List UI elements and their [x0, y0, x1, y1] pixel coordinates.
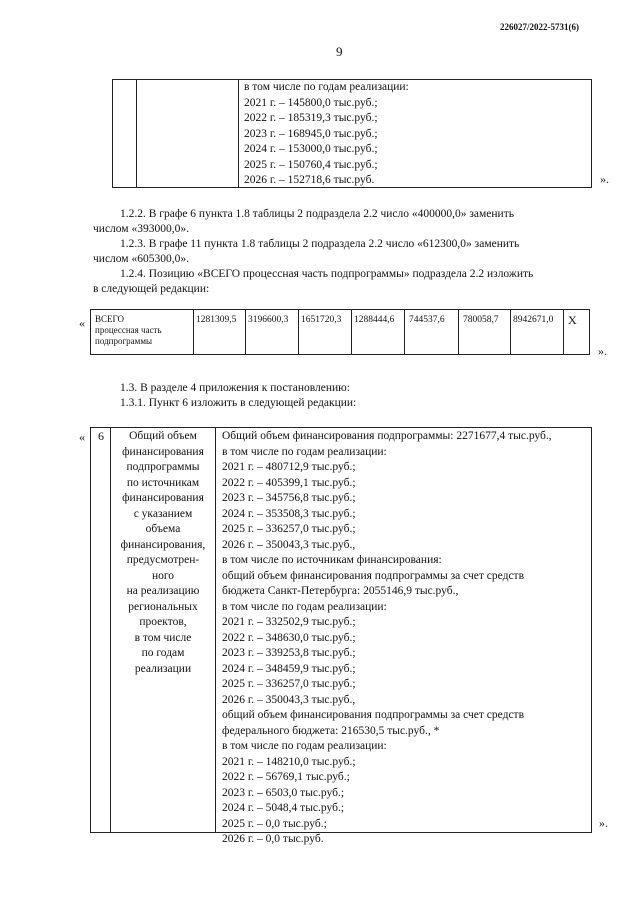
description-line: проектов,	[139, 616, 187, 628]
funding-line: 2021 г. – 480712,9 тыс.руб.;	[222, 461, 356, 473]
value-cell: 780058,7	[463, 315, 499, 325]
funding-line: федерального бюджета: 216530,5 тыс.руб., *	[222, 724, 440, 737]
paragraph-1-2-2-cont: числом «393000,0».	[93, 223, 189, 235]
funding-line: 2025 г. – 0,0 тыс.руб.;	[222, 817, 327, 830]
closing-quote: ».	[599, 816, 608, 830]
funding-line: 2022 г. – 185319,3 тыс.руб.;	[244, 112, 378, 124]
funding-line: бюджета Санкт-Петербурга: 2055146,9 тыс.руб.,	[222, 585, 459, 597]
description-line: с указанием	[133, 507, 193, 520]
funding-line: 2023 г. – 339253,8 тыс.руб.;	[222, 647, 356, 659]
description-line: объема	[145, 523, 181, 535]
value-cell-x: Х	[568, 313, 577, 327]
description-line: финансирования	[122, 445, 204, 458]
paragraph-1-3: 1.3. В разделе 4 приложения к постановлению:	[120, 382, 350, 394]
funding-line: 2023 г. – 168945,0 тыс.руб.;	[244, 127, 378, 140]
description-line: Общий объем	[129, 430, 197, 442]
funding-line: 2026 г. – 152718,6 тыс.руб.	[244, 174, 375, 186]
funding-line: 2026 г. – 350043,3 тыс.руб.,	[222, 538, 356, 551]
funding-line: 2025 г. – 150760,4 тыс.руб.;	[244, 158, 378, 171]
row-number: 6	[98, 429, 104, 443]
closing-quote: ».	[598, 344, 607, 358]
description-line: предусмотрен-	[126, 554, 200, 566]
funding-line: Общий объем финансирования подпрограммы: 2271677,4 тыс.руб.,	[222, 430, 552, 442]
funding-line: 2021 г. – 148210,0 тыс.руб.;	[222, 755, 356, 768]
description-line: подпрограммы	[126, 461, 200, 473]
value-cell: 744537,6	[409, 315, 445, 325]
funding-line: общий объем финансирования подпрограммы за счет средств	[222, 569, 524, 582]
description-line: региональных	[128, 600, 198, 613]
item-description	[112, 429, 214, 677]
document-id: 226027/2022-5731(6)	[500, 22, 579, 32]
funding-line: 2024 г. – 348459,9 тыс.руб.;	[222, 662, 356, 675]
funding-line: 2025 г. – 336257,0 тыс.руб.;	[222, 678, 356, 690]
value-cell: 1288444,6	[354, 315, 395, 325]
value-cell: 1281309,5	[196, 315, 237, 325]
funding-by-year-list	[244, 80, 409, 189]
paragraph-1-3-1: 1.3.1. Пункт 6 изложить в следующей редакции:	[120, 397, 357, 409]
total-row-label	[95, 314, 162, 347]
funding-line: 2021 г. – 332502,9 тыс.руб.;	[222, 616, 356, 628]
label-line: подпрограммы	[95, 336, 153, 346]
funding-line: 2021 г. – 145800,0 тыс.руб.;	[244, 96, 378, 109]
funding-details	[222, 429, 552, 848]
paragraph-1-2-4: 1.2.4. Позицию «ВСЕГО процессная часть подпрограммы» подраздела 2.2 изложить	[120, 268, 534, 280]
funding-line: 2024 г. – 353508,3 тыс.руб.;	[222, 507, 356, 520]
page-number: 9	[336, 44, 343, 59]
value-cell: 1651720,3	[301, 315, 342, 325]
funding-line: в том числе по годам реализации:	[222, 740, 387, 752]
description-line: финансирования,	[120, 538, 206, 551]
funding-line: 2023 г. – 345756,8 тыс.руб.;	[222, 492, 356, 504]
funding-line: в том числе по годам реализации:	[244, 81, 409, 93]
opening-quote: «	[79, 316, 85, 330]
value-cell: 3196600,3	[248, 315, 289, 325]
description-line: по годам	[141, 647, 185, 659]
funding-line: 2022 г. – 56769,1 тыс.руб.;	[222, 771, 350, 783]
paragraph-1-2-3: 1.2.3. В графе 11 пункта 1.8 таблицы 2 подраздела 2.2 число «612300,0» заменить	[120, 238, 520, 250]
value-cell: 8942671,0	[513, 315, 554, 325]
label-line: ВСЕГО	[95, 314, 124, 324]
description-line: на реализацию	[126, 585, 200, 597]
description-line: реализации	[134, 662, 192, 675]
paragraph-1-2-4-cont: в следующей редакции:	[93, 283, 210, 295]
paragraph-1-2-2: 1.2.2. В графе 6 пункта 1.8 таблицы 2 подраздела 2.2 число «400000,0» заменить	[120, 208, 514, 220]
funding-line: 2022 г. – 348630,0 тыс.руб.;	[222, 631, 356, 644]
funding-line: 2023 г. – 6503,0 тыс.руб.;	[222, 786, 345, 799]
closing-quote: ».	[600, 172, 609, 186]
description-line: по источникам	[126, 476, 200, 489]
funding-line: 2024 г. – 5048,4 тыс.руб.;	[222, 802, 345, 814]
funding-line: в том числе по источникам финансирования:	[222, 554, 442, 566]
description-line: финансирования	[122, 492, 204, 504]
funding-line: общий объем финансирования подпрограммы за счет средств	[222, 709, 524, 721]
paragraph-1-2-3-cont: числом «605300,0».	[93, 253, 189, 265]
funding-line: 2022 г. – 405399,1 тыс.руб.;	[222, 476, 356, 489]
funding-line: 2024 г. – 153000,0 тыс.руб.;	[244, 143, 378, 155]
funding-line: в том числе по годам реализации:	[222, 445, 387, 458]
funding-line: 2026 г. – 0,0 тыс.руб.	[222, 833, 324, 845]
funding-line: в том числе по годам реализации:	[222, 600, 387, 613]
description-line: в том числе	[134, 631, 192, 644]
opening-quote: «	[79, 430, 85, 444]
funding-line: 2026 г. – 350043,3 тыс.руб.,	[222, 693, 356, 706]
label-line: процессная часть	[95, 325, 162, 335]
description-line: ного	[151, 569, 175, 582]
funding-line: 2025 г. – 336257,0 тыс.руб.;	[222, 523, 356, 535]
